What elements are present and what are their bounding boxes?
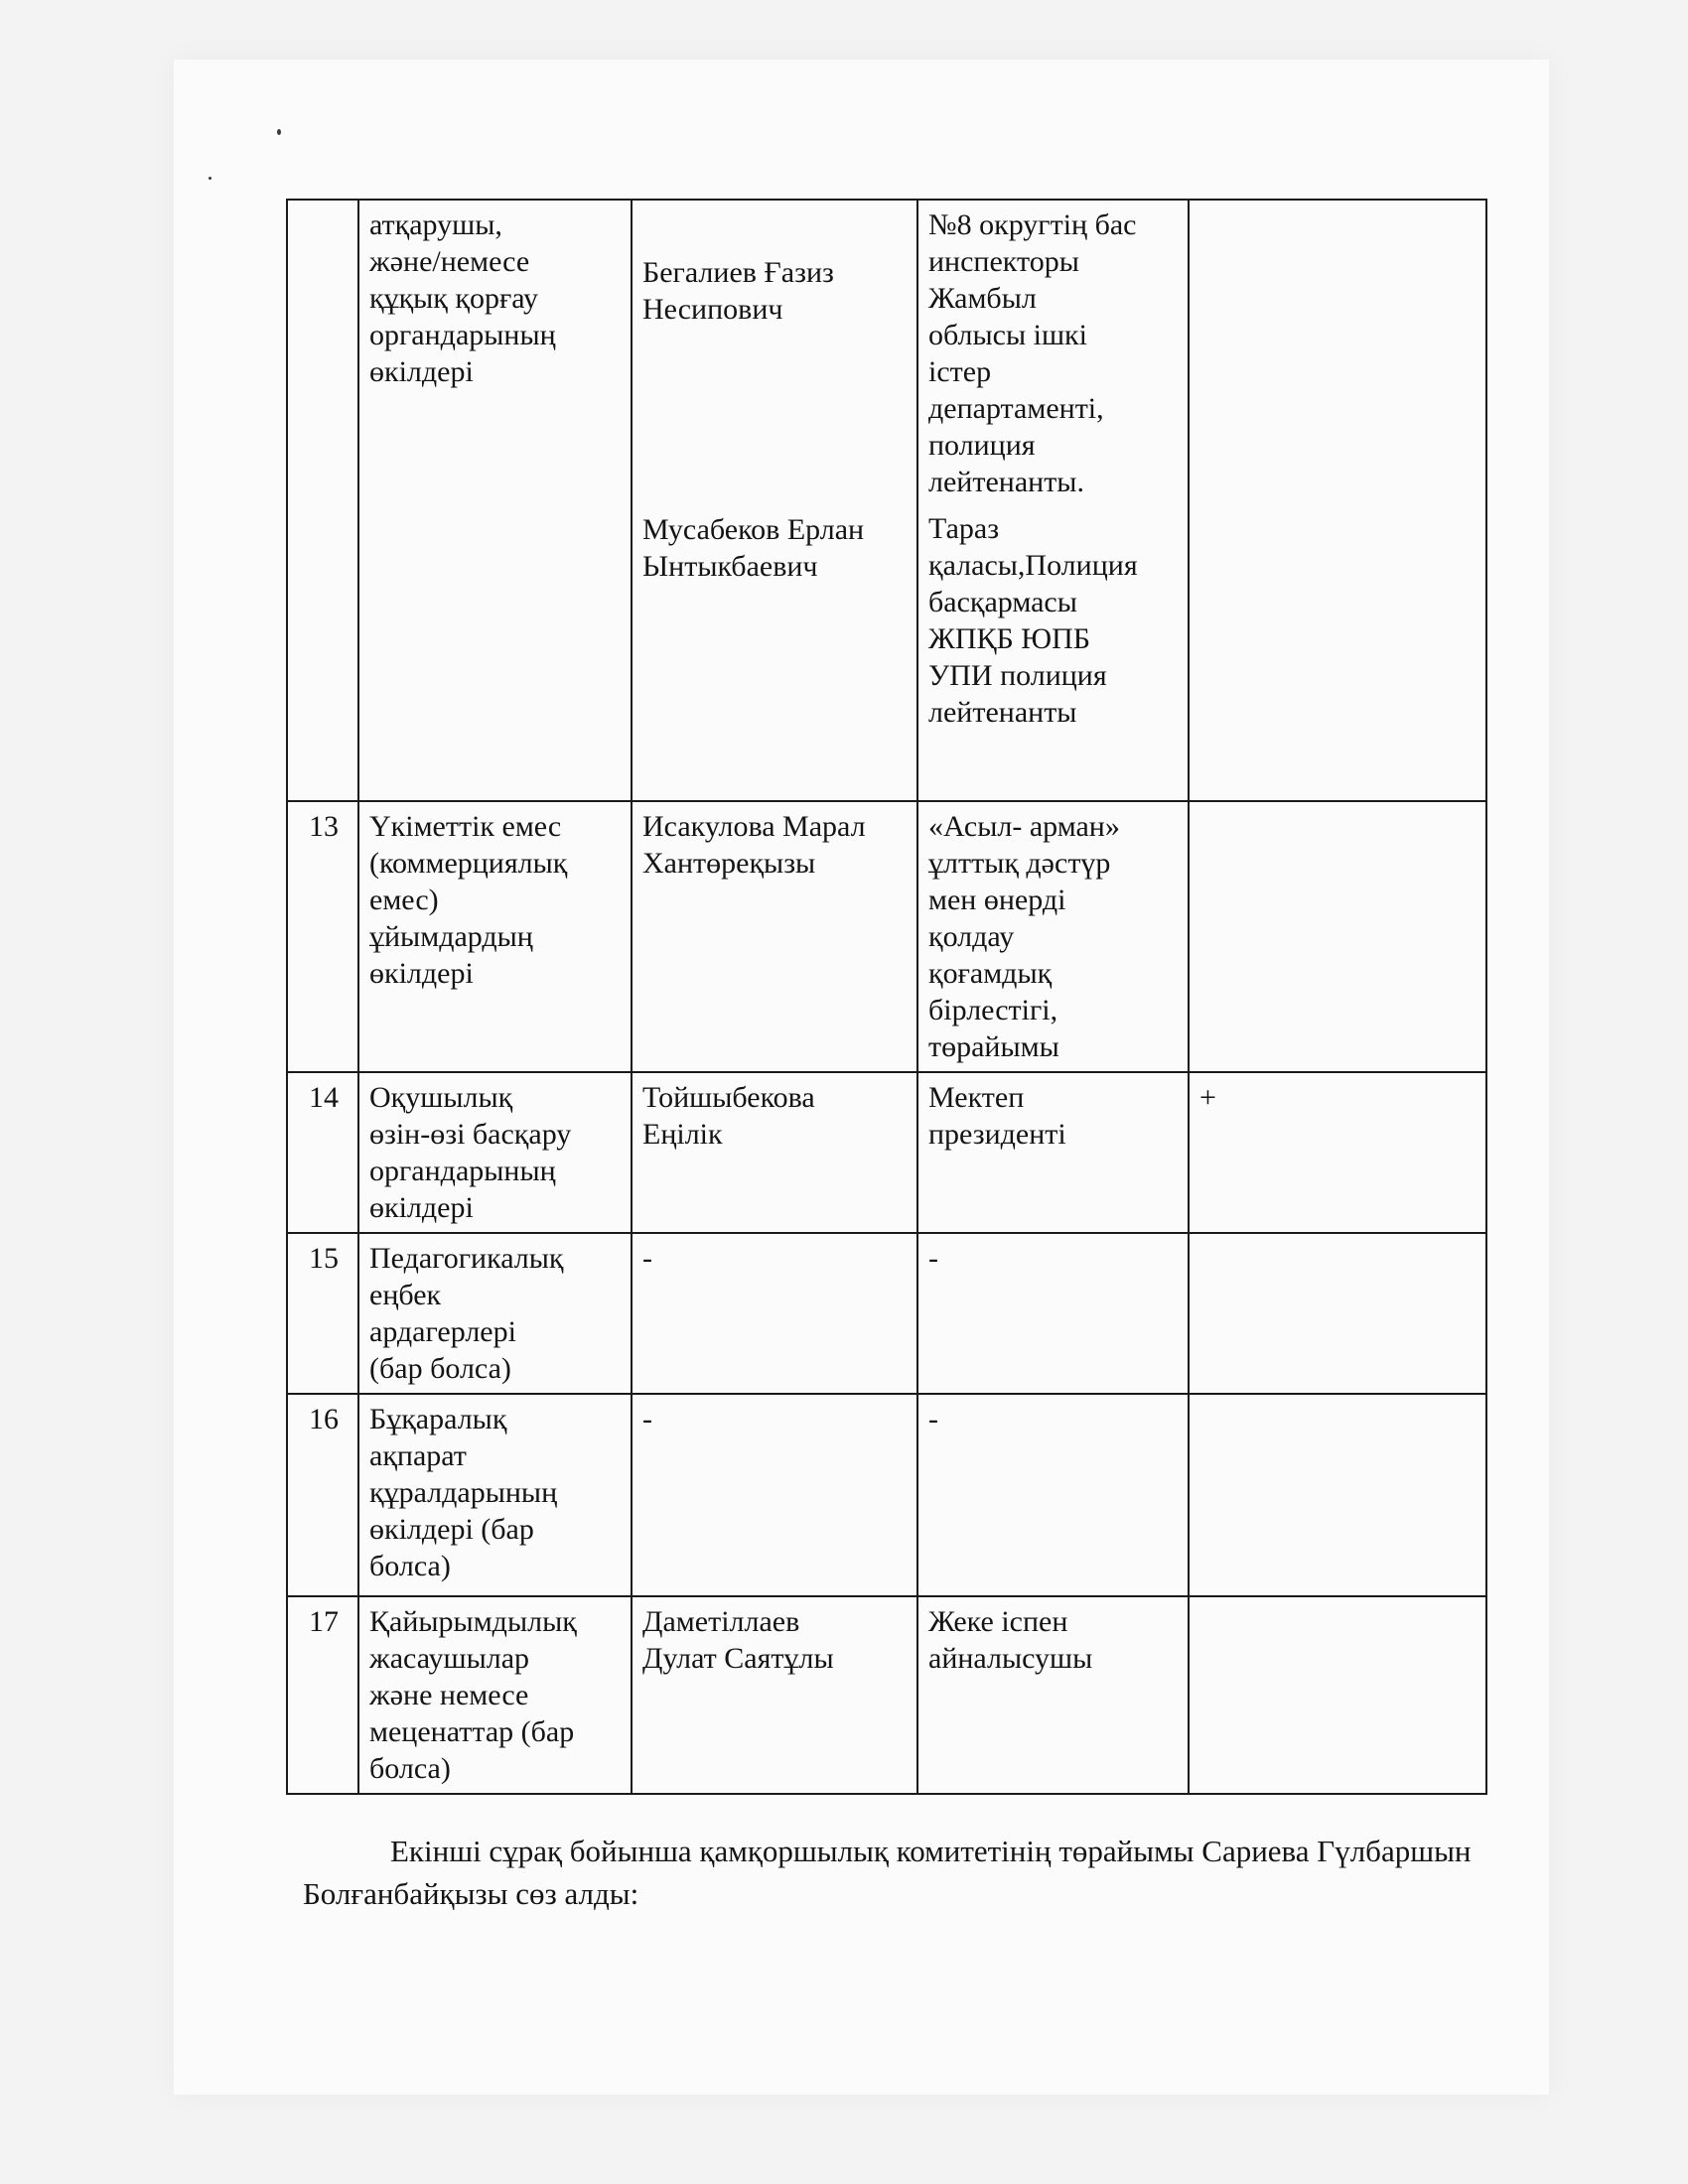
member-name: Мусабеков Ерлан Ынтыкбаевич xyxy=(642,513,865,583)
member-names-cell xyxy=(632,200,917,801)
table-row xyxy=(287,1072,1486,1233)
member-position: - xyxy=(917,1394,1189,1596)
member-positions-cell xyxy=(917,200,1189,801)
table-row xyxy=(287,1233,1486,1394)
member-category: Бұқаралық ақпарат құралдарының өкілдері (бар болса) xyxy=(358,1394,632,1596)
member-name: Исакулова Марал Хантөреқызы xyxy=(632,801,917,1072)
member-position: Жеке іспен айналысушы xyxy=(917,1596,1189,1794)
member-category: Қайырымдылық жасаушылар және немесе меценаттар (бар болса) xyxy=(358,1596,632,1794)
row-number: 15 xyxy=(287,1233,358,1394)
member-position: Мектеп президенті xyxy=(917,1072,1189,1233)
row-number xyxy=(287,200,358,801)
member-category: Оқушылық өзін-өзі басқару органдарының өкілдері xyxy=(358,1072,632,1233)
member-category: Педагогикалық еңбек ардагерлері (бар болса) xyxy=(358,1233,632,1394)
table-row xyxy=(287,1596,1486,1794)
table-row xyxy=(287,200,1486,801)
member-mark xyxy=(1189,1233,1486,1394)
member-category: Үкіметтік емес (коммерциялық емес) ұйымдардың өкілдері xyxy=(358,801,632,1072)
member-position: №8 округтің бас инспекторы Жамбыл облысы ішкі істер департаменті, полиция лейтенанты. xyxy=(928,208,1137,498)
member-name: Даметіллаев Дулат Саятұлы xyxy=(632,1596,917,1794)
row-number: 17 xyxy=(287,1596,358,1794)
member-name: - xyxy=(632,1233,917,1394)
member-name: Бегалиев Ғазиз Несипович xyxy=(642,256,834,326)
member-mark xyxy=(1189,1394,1486,1596)
row-number: 13 xyxy=(287,801,358,1072)
member-mark xyxy=(1189,1596,1486,1794)
member-category: атқарушы, және/немесе құқық қорғау органдарының өкілдері xyxy=(358,200,632,801)
row-number: 16 xyxy=(287,1394,358,1596)
member-mark xyxy=(1189,200,1486,801)
member-mark xyxy=(1189,801,1486,1072)
table-row xyxy=(287,801,1486,1072)
member-name: - xyxy=(632,1394,917,1596)
body-paragraph xyxy=(303,1830,1489,1915)
committee-members-table xyxy=(286,199,1487,1795)
member-position: «Асыл- арман» ұлттық дәстүр мен өнерді қолдау қоғамдық бірлестігі, төрайымы xyxy=(917,801,1189,1072)
row-number: 14 xyxy=(287,1072,358,1233)
member-name: Тойшыбекова Еңілік xyxy=(632,1072,917,1233)
member-position: Тараз қаласы,Полиция басқармасы ЖПҚБ ЮПБ УПИ полиция лейтенанты xyxy=(928,512,1138,729)
paragraph-text: Екінші сұрақ бойынша қамқоршылық комитетінің төрайымы Сариева Гүлбаршын Болғанбайқызы сөз алды: xyxy=(303,1834,1472,1911)
member-position: - xyxy=(917,1233,1189,1394)
table-row xyxy=(287,1394,1486,1596)
member-mark: + xyxy=(1189,1072,1486,1233)
